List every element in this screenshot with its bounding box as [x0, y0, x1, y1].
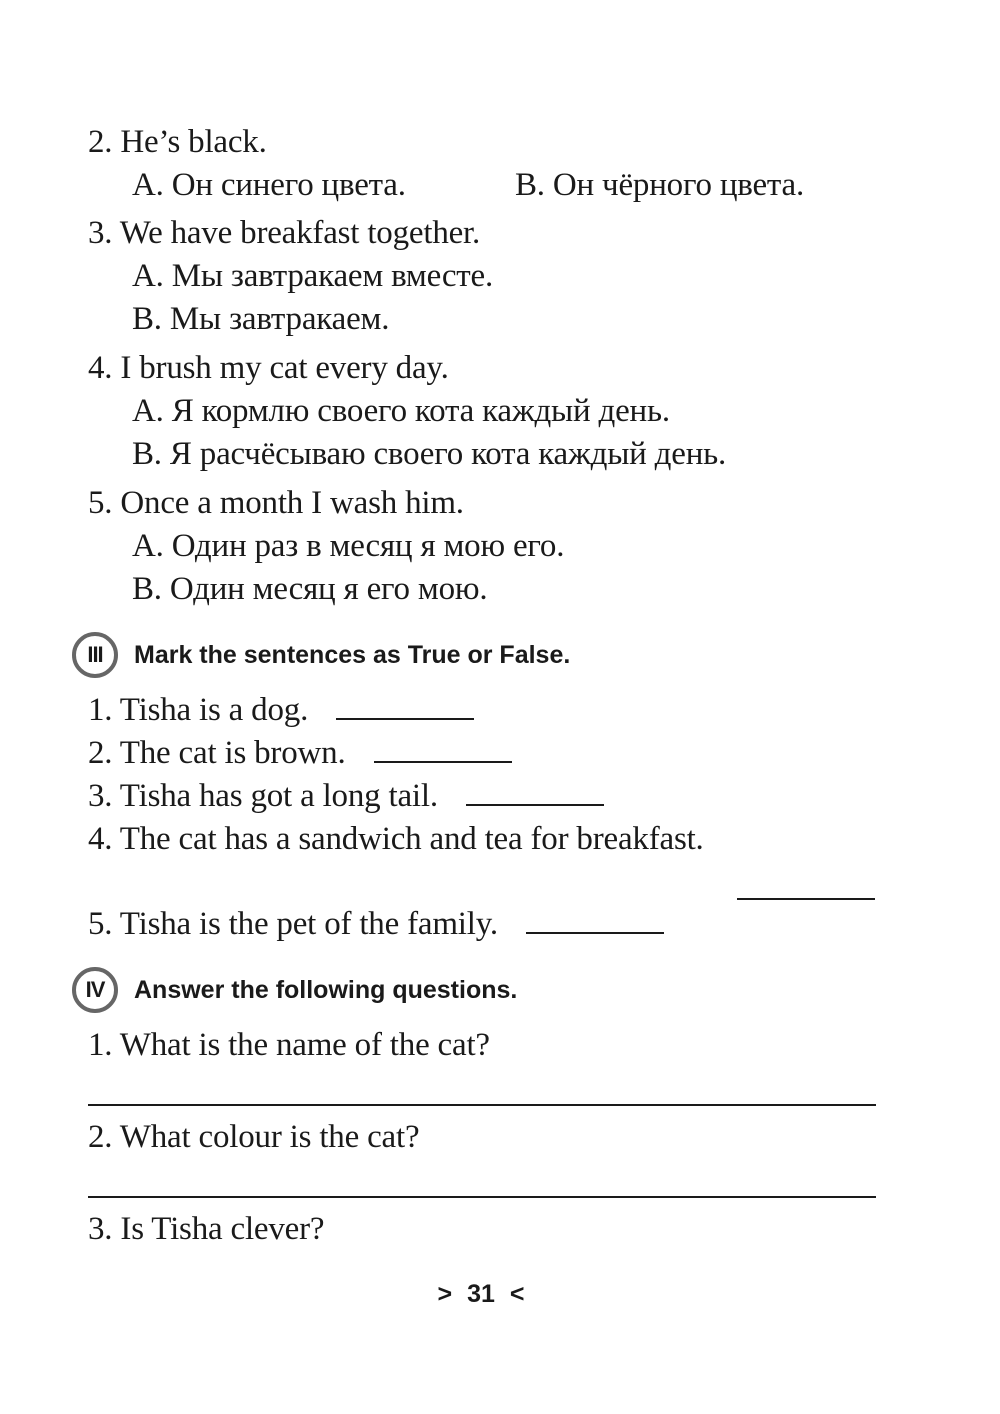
section-title: Mark the sentences as True or False. — [134, 640, 571, 669]
option-4b[interactable]: B. Я расчёсываю своего кота каждый день. — [132, 436, 727, 472]
answer-blank[interactable] — [737, 872, 875, 900]
option-5b[interactable]: B. Один месяц я его мою. — [132, 571, 488, 607]
question-5: 5. Once a month I wash him. — [88, 485, 464, 521]
tf-item — [88, 733, 512, 773]
option-2a[interactable]: A. Он синего цвета. — [132, 167, 406, 203]
question-4: 4. I brush my cat every day. — [88, 350, 449, 386]
option-2b[interactable]: B. Он чёрного цвета. — [515, 167, 805, 203]
answer-blank[interactable] — [336, 692, 474, 720]
tf-statement: 1. Tisha is a dog. — [88, 692, 309, 728]
section-number-badge: IV — [72, 967, 118, 1013]
tf-statement: 2. The cat is brown. — [88, 735, 346, 771]
open-question: 1. What is the name of the cat? — [88, 1027, 490, 1063]
tf-item — [88, 690, 474, 730]
section-number-badge: III — [72, 632, 118, 678]
option-3a[interactable]: A. Мы завтракаем вместе. — [132, 258, 494, 294]
open-question: 2. What colour is the cat? — [88, 1119, 420, 1155]
section-4-header — [72, 967, 517, 1013]
open-question: 3. Is Tisha clever? — [88, 1211, 325, 1247]
question-2: 2. He’s black. — [88, 124, 267, 160]
option-3b[interactable]: B. Мы завтракаем. — [132, 301, 390, 337]
tf-item — [88, 819, 704, 859]
answer-line[interactable] — [88, 1104, 876, 1106]
tf-statement: 3. Tisha has got a long tail. — [88, 778, 438, 814]
option-4a[interactable]: A. Я кормлю своего кота каждый день. — [132, 393, 670, 429]
section-title: Answer the following questions. — [134, 975, 518, 1004]
answer-blank[interactable] — [374, 735, 512, 763]
question-3: 3. We have breakfast together. — [88, 215, 481, 251]
answer-line[interactable] — [88, 1196, 876, 1198]
answer-blank[interactable] — [526, 906, 664, 934]
tf-statement: 4. The cat has a sandwich and tea for breakfast. — [88, 821, 704, 857]
tf-item — [88, 776, 604, 816]
answer-blank[interactable] — [466, 778, 604, 806]
section-3-header — [72, 632, 570, 678]
tf-item — [88, 904, 664, 944]
tf-statement: 5. Tisha is the pet of the family. — [88, 906, 498, 942]
page-number: > 31 < — [437, 1280, 525, 1308]
option-5a[interactable]: A. Один раз в месяц я мою его. — [132, 528, 565, 564]
